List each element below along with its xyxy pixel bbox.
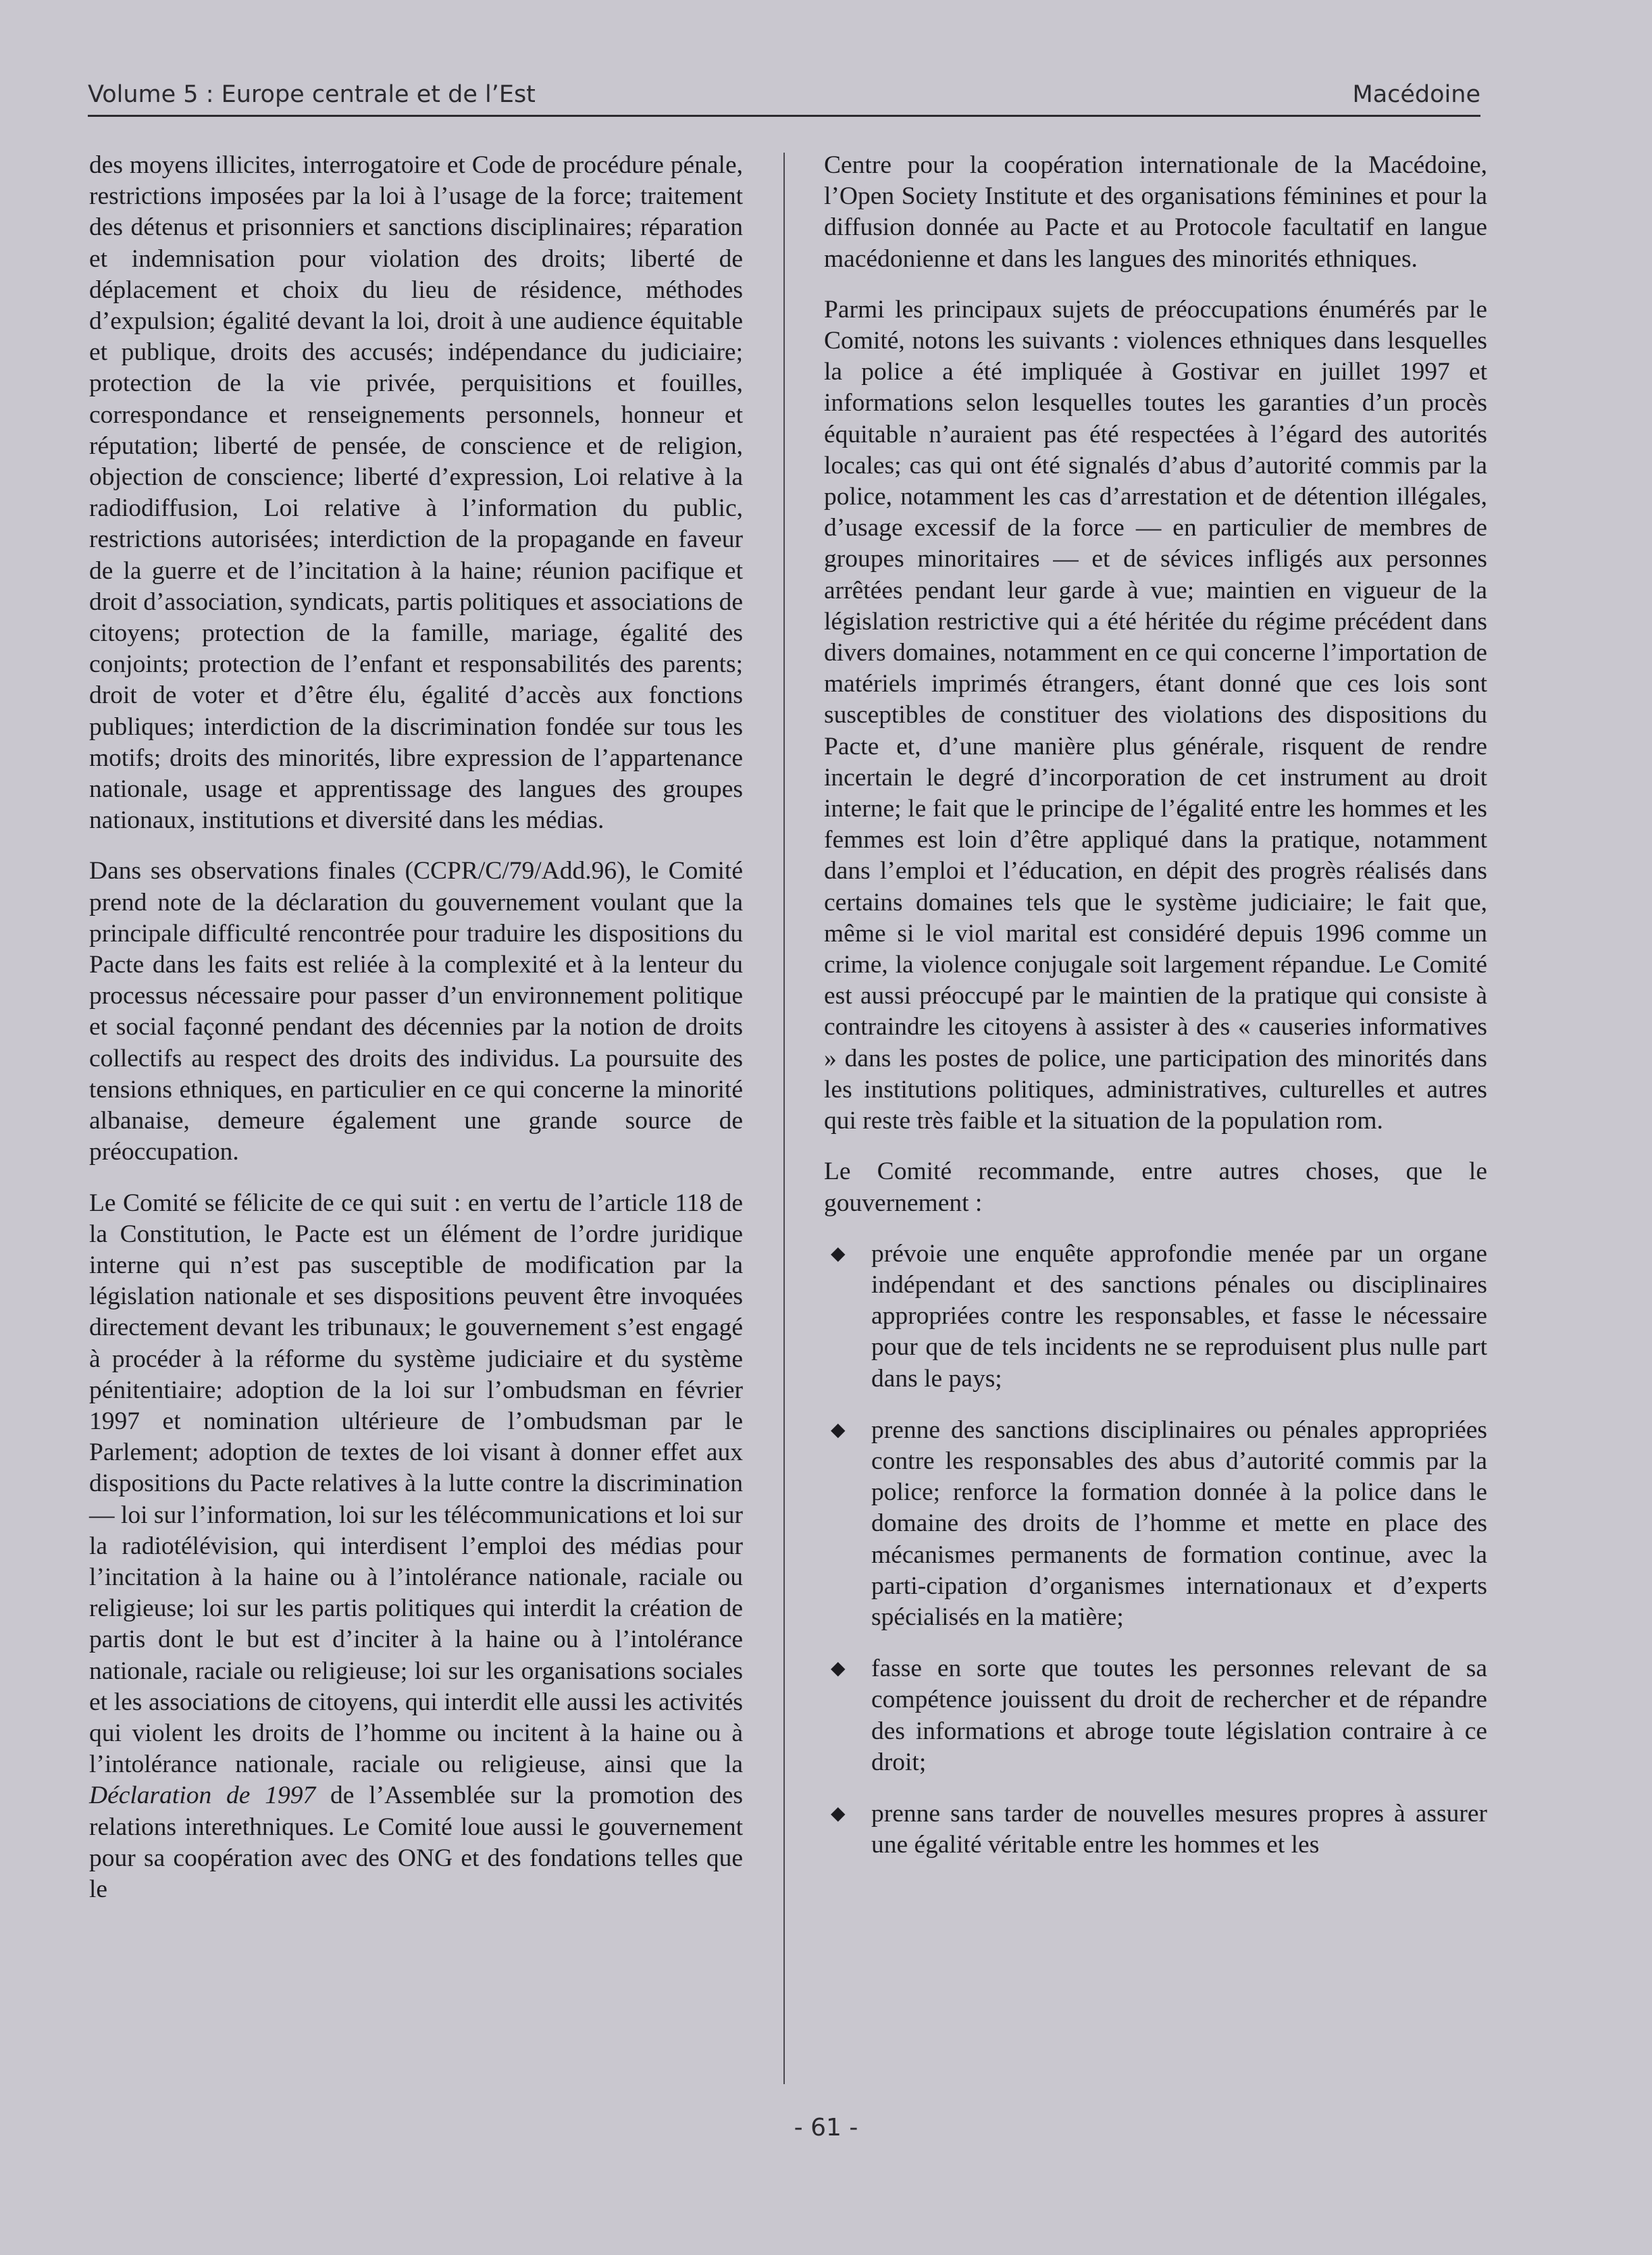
paragraph-rights-list: des moyens illicites, interrogatoire et Code de procédure pénale, restrictions imposées par la loi à l’usage de la force; traitement des détenus et prisonniers et sanctions disciplinaires; réparation et indemnisation pour violation des droits; liberté de déplacement et choix du lieu de résidence, méthodes d’expulsion; égalité devant la loi, droit à une audience équitable et publique, droits des accusés; indépendance du judiciaire; protection de la vie privée, perquisitions et fouilles, correspondance et renseignements personnels, honneur et réputation; liberté de pensée, de conscience et de religion, objection de conscience; liberté d’expression, Loi relative à la radiodiffusion, Loi relative à l’information du public, restrictions autorisées; interdiction de la propagande en faveur de la guerre et de l’incitation à la haine; réunion pacifique et droit d’association, syndicats, partis politiques et associations de citoyens; protection de la famille, mariage, égalité des conjoints; protection de l’enfant et responsabilités des parents; droit de voter et d’être élu, égalité d’accès aux fonctions publiques; interdiction de la discrimination fondée sur tous les motifs; droits des minorités, libre expression de l’appartenance nationale, usage et apprentissage des langues des groupes nationaux, institutions et diversité dans les médias. (89, 151, 743, 835)
paragraph-committee-welcomes (89, 1188, 743, 1906)
page-number: - 61 - (794, 2114, 858, 2142)
diamond-bullet-icon: ◆ (831, 1243, 846, 1264)
declaration-title: Déclaration de 1997 (89, 1782, 316, 1810)
diamond-bullet-icon: ◆ (831, 1803, 846, 1824)
list-item-text: prévoie une enquête approfondie menée par un organe indépendant et des sanctions pénales ou disciplinaires appropriées contre les responsables, et fasse le nécessaire pour que de tels incidents ne se reproduisent plus nulle part dans le pays; (871, 1239, 1487, 1393)
text-span: Le Comité se félicite de ce qui suit : en vertu de l’article 118 de la Constitution, le Pacte est un élément de l’ordre juridique interne qui n’est pas susceptible de modification par la législation nationale et ses dispositions peuvent être invoquées directement devant les tribunaux; le gouvernement s’est engagé à procéder à la réforme du système judiciaire et du système pénitentiaire; adoption de la loi sur l’ombudsman en février 1997 et nomination ultérieure de l’ombudsman par le Parlement; adoption de textes de loi visant à donner effet aux dispositions du Pacte relatives à la lutte contre la discrimination — loi sur l’information, loi sur les télécommunications et loi sur la radiotélévision, qui interdisent l’emploi des médias pour l’incitation à la haine ou à l’intolérance nationale, raciale ou religieuse; loi sur les partis politiques qui interdit la création de partis dont le but est d’inciter à la haine ou à l’intolérance nationale, raciale ou religieuse; loi sur les organisations sociales et les associations de citoyens, qui interdit elle aussi les activités qui violent les droits de l’homme ou incitent à la haine ou à l’intolérance nationale, raciale ou religieuse, ainsi que la (89, 1189, 743, 1779)
header-country: Macédoine (1352, 81, 1480, 108)
left-column (89, 150, 743, 1925)
list-item (824, 1798, 1487, 1861)
recommendations-list (824, 1239, 1487, 1861)
list-item-text: prenne sans tarder de nouvelles mesures propres à assurer une égalité véritable entre les hommes et les (871, 1799, 1487, 1859)
list-item-text: prenne des sanctions disciplinaires ou pénales appropriées contre les responsables des abus d’autorité commis par la police; renforce la formation donnée à la police dans le domaine des droits de l’homme et mette en place des mécanismes permanents de formation continue, avec la parti-cipation d’organismes internationaux et d’experts spécialisés en la matière; (871, 1416, 1487, 1631)
paragraph-concerns: Parmi les principaux sujets de préoccupations énumérés par le Comité, notons les suivants : violences ethniques dans lesquelles la police a été impliquée à Gostivar en juillet 1997 et informations selon lesquelles toutes les garanties d’un procès équitable n’auraient pas été respectées à l’égard des autorités locales; cas qui ont été signalés d’abus d’autorité commis par la police, notamment les cas d’arrestation et de détention illégales, d’usage excessif de la force — en particulier de membres de groupes minoritaires — et de sévices infligés aux personnes arrêtées pendant leur garde à vue; maintien en vigueur de la législation restrictive qui a été héritée du régime précédent dans divers domaines, notamment en ce qui concerne l’importation de matériels imprimés étrangers, étant donné que ces lois sont susceptibles de constituer des violations des dispositions du Pacte et, d’une manière plus générale, risquent de rendre incertain le degré d’incorporation de cet instrument au droit interne; le fait que le principe de l’égalité entre les hommes et les femmes est loin d’être appliqué dans la pratique, notamment dans l’emploi et l’éducation, en dépit des progrès réalisés dans certains domaines tels que le système judiciaire; le fait que, même si le viol marital est considéré depuis 1996 comme un crime, la violence conjugale soit largement répandue. Le Comité est aussi préoccupé par le maintien de la pratique qui consiste à contraindre les citoyens à assister à des « causeries informatives » dans les postes de police, une participation des minorités dans les institutions politiques, administratives, culturelles et autres qui reste très faible et la situation de la population rom. (824, 295, 1487, 1135)
header-volume-title: Volume 5 : Europe centrale et de l’Est (88, 81, 536, 108)
diamond-bullet-icon: ◆ (831, 1658, 846, 1680)
list-item (824, 1239, 1487, 1395)
paragraph-concluding-observations: Dans ses observations finales (CCPR/C/79/Add.96), le Comité prend note de la déclaration du gouvernement voulant que la principale difficulté rencontrée pour traduire les dispositions du Pacte dans les faits est reliée à la complexité et à la lenteur du processus nécessaire pour passer d’un environnement politique et social façonné pendant des décennies par la notion de droits collectifs au respect des droits des individus. La poursuite des tensions ethniques, en particulier en ce qui concerne la minorité albanaise, demeure également une grande source de préoccupation. (89, 857, 743, 1166)
list-item (824, 1653, 1487, 1778)
list-item-text: fasse en sorte que toutes les personnes relevant de sa compétence jouissent du droit de rechercher et de répandre des informations et abroge toute législation contraire à ce droit; (871, 1655, 1487, 1776)
text-span: de l’Assemblée sur la promotion des relations interethniques. Le Comité loue aussi le gouvernement pour sa coopération avec des ONG et des fondations telles que le (89, 1782, 744, 1903)
paragraph-recommendations-intro: Le Comité recommande, entre autres choses, que le gouvernement : (824, 1158, 1487, 1217)
column-divider (783, 153, 785, 2084)
diamond-bullet-icon: ◆ (831, 1419, 846, 1441)
running-header (88, 73, 1480, 117)
list-item (824, 1415, 1487, 1633)
right-column (824, 150, 1487, 1881)
paragraph-cooperation: Centre pour la coopération internationale de la Macédoine, l’Open Society Institute et des organisations féminines et pour la diffusion donnée au Pacte et au Protocole facultatif en langue macédonienne et dans les langues des minorités ethniques. (824, 151, 1487, 273)
